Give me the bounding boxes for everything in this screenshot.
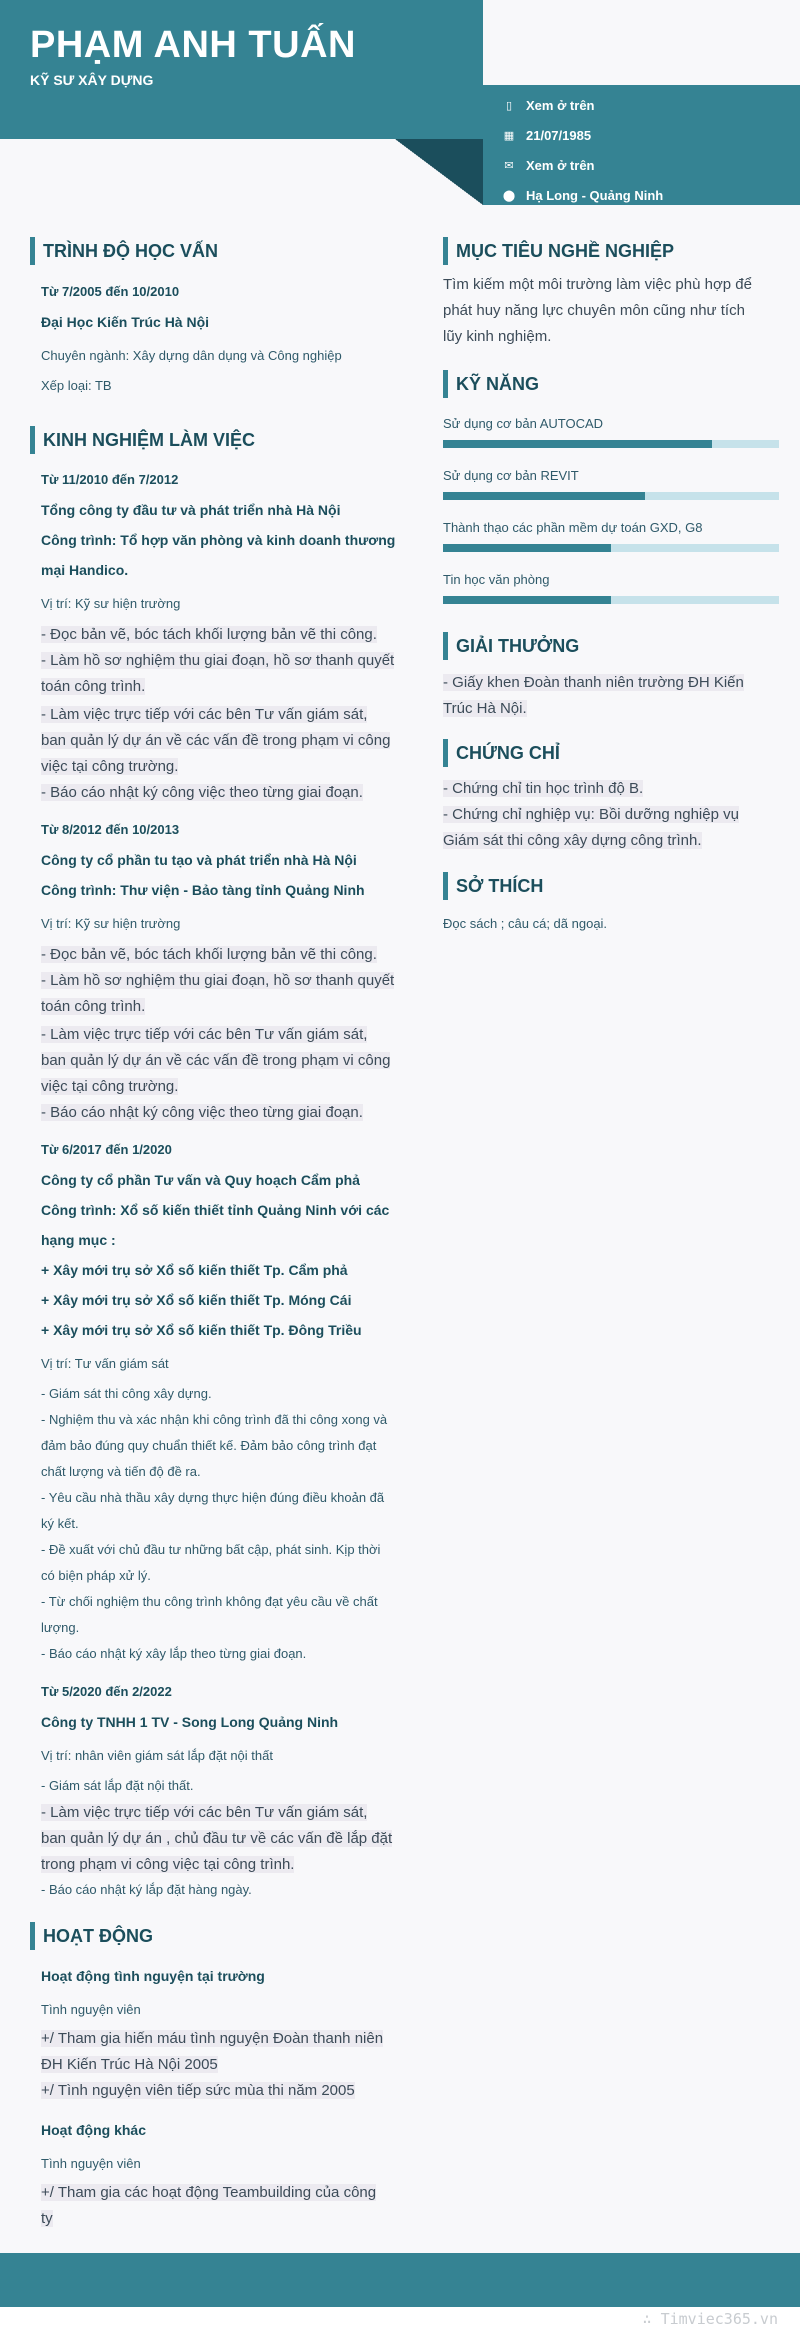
job-description-line: - Đọc bản vẽ, bóc tách khối lượng bản vẽ thi công. bbox=[41, 626, 377, 643]
skill-name: Tin học văn phòng bbox=[443, 572, 550, 587]
education-heading: TRÌNH ĐỘ HỌC VẤN bbox=[30, 237, 218, 265]
job-description-line: - Báo cáo nhật ký công việc theo từng giai đoạn. bbox=[41, 1104, 363, 1121]
job-position: Vị trí: Kỹ sư hiện trường bbox=[41, 916, 181, 931]
job-line: Công ty cổ phần Tư vấn và Quy hoạch Cẩm phả bbox=[41, 1172, 360, 1188]
awards-heading: GIẢI THƯỞNG bbox=[443, 632, 579, 660]
activity-title: Hoạt động tình nguyện tại trường bbox=[41, 1968, 265, 1984]
job-description-line: đảm bảo đúng quy chuẩn thiết kế. Đảm bảo công trình đạt bbox=[41, 1438, 377, 1453]
footer-bar bbox=[0, 2253, 800, 2307]
contact-text: 21/07/1985 bbox=[526, 128, 592, 143]
watermark-logo: ∴ Timviec365.vn bbox=[642, 2310, 778, 2328]
activity-role: Tình nguyện viên bbox=[41, 2002, 141, 2017]
job-description-line: - Báo cáo nhật ký công việc theo từng giai đoạn. bbox=[41, 784, 363, 801]
job-date: Từ 6/2017 đến 1/2020 bbox=[41, 1142, 172, 1157]
hobbies-heading: SỞ THÍCH bbox=[443, 872, 543, 900]
activity-description-line: ĐH Kiến Trúc Hà Nội 2005 bbox=[41, 2056, 218, 2073]
education-grade: Xếp loại: TB bbox=[41, 378, 112, 393]
job-description-line: ban quản lý dự án về các vấn đề trong phạm vi công bbox=[41, 732, 391, 749]
activity-title: Hoạt động khác bbox=[41, 2122, 147, 2138]
skill-bar-fill bbox=[443, 596, 611, 604]
certificates-heading: CHỨNG CHỈ bbox=[443, 739, 560, 767]
job-description-line: ban quản lý dự án , chủ đầu tư về các vấn đề lắp đặt bbox=[41, 1830, 393, 1847]
job-description-line: việc tại công trường. bbox=[41, 1078, 179, 1095]
skill-bar-fill bbox=[443, 544, 611, 552]
job-line: Tổng công ty đầu tư và phát triển nhà Hà Nội bbox=[41, 502, 341, 518]
job-line: + Xây mới trụ sở Xổ số kiến thiết Tp. Móng Cái bbox=[41, 1292, 352, 1308]
job-line: mại Handico. bbox=[41, 562, 129, 578]
phone-icon: ▯ bbox=[505, 100, 513, 112]
job-line: + Xây mới trụ sở Xổ số kiến thiết Tp. Đông Triều bbox=[41, 1322, 362, 1338]
education-date: Từ 7/2005 đến 10/2010 bbox=[41, 284, 180, 299]
job-description-line: - Giám sát lắp đặt nội thất. bbox=[41, 1778, 194, 1793]
activity-description-line: +/ Tình nguyện viên tiếp sức mùa thi năm 2005 bbox=[41, 2082, 355, 2099]
job-description-line: - Làm việc trực tiếp với các bên Tư vấn giám sát, bbox=[41, 1026, 368, 1043]
job-date: Từ 11/2010 đến 7/2012 bbox=[41, 472, 179, 487]
job-description-line: chất lượng và tiến độ đề ra. bbox=[41, 1464, 201, 1479]
skills-heading: KỸ NĂNG bbox=[443, 370, 539, 398]
experience-heading: KINH NGHIỆM LÀM VIỆC bbox=[30, 426, 255, 454]
job-description-line: - Làm hồ sơ nghiệm thu giai đoạn, hồ sơ thanh quyết bbox=[41, 972, 395, 989]
job-description-line: ký kết. bbox=[41, 1516, 79, 1531]
job-description-line: - Làm việc trực tiếp với các bên Tư vấn giám sát, bbox=[41, 706, 368, 723]
job-description-line: có biện pháp xử lý. bbox=[41, 1568, 151, 1583]
job-line: Công trình: Xổ số kiến thiết tỉnh Quảng Ninh với các bbox=[41, 1202, 390, 1218]
job-line: Công ty TNHH 1 TV - Song Long Quảng Ninh bbox=[41, 1714, 339, 1730]
activities-heading: HOẠT ĐỘNG bbox=[30, 1922, 153, 1950]
job-description-line: - Từ chối nghiệm thu công trình không đạt yêu cầu về chất bbox=[41, 1594, 378, 1609]
skill-bar bbox=[443, 492, 779, 500]
job-description-line: - Yêu cầu nhà thầu xây dựng thực hiện đúng điều khoản đã bbox=[41, 1490, 385, 1505]
job-description-line: - Đọc bản vẽ, bóc tách khối lượng bản vẽ thi công. bbox=[41, 946, 377, 963]
contact-text: Hạ Long - Quảng Ninh bbox=[526, 188, 664, 203]
activity-role: Tình nguyện viên bbox=[41, 2156, 141, 2171]
job-description-line: trong phạm vi công việc tại công trình. bbox=[41, 1856, 295, 1873]
objective-line: lũy kinh nghiệm. bbox=[443, 328, 552, 345]
job-line: Công ty cổ phần tu tạo và phát triển nhà Hà Nội bbox=[41, 852, 357, 868]
job-date: Từ 5/2020 đến 2/2022 bbox=[41, 1684, 172, 1699]
job-description-line: - Báo cáo nhật ký lắp đặt hàng ngày. bbox=[41, 1882, 252, 1897]
activity-description-line: +/ Tham gia hiến máu tình nguyện Đoàn thanh niên bbox=[41, 2030, 384, 2047]
award-line: - Giấy khen Đoàn thanh niên trường ĐH Kiến bbox=[443, 674, 744, 691]
objective-line: Tìm kiếm một môi trường làm việc phù hợp để bbox=[443, 276, 752, 293]
ribbon-fold bbox=[395, 139, 483, 205]
skill-bar-fill bbox=[443, 440, 712, 448]
skill-name: Sử dụng cơ bản AUTOCAD bbox=[443, 416, 604, 431]
certificate-line: - Chứng chỉ tin học trình độ B. bbox=[443, 780, 644, 797]
job-description-line: - Làm việc trực tiếp với các bên Tư vấn giám sát, bbox=[41, 1804, 368, 1821]
job-line: hạng mục : bbox=[41, 1232, 116, 1248]
job-position: Vị trí: Kỹ sư hiện trường bbox=[41, 596, 181, 611]
contact-item bbox=[502, 128, 591, 143]
contact-item bbox=[502, 98, 595, 113]
job-description-line: ban quản lý dự án về các vấn đề trong phạm vi công bbox=[41, 1052, 391, 1069]
job-line: Công trình: Thư viện - Bảo tàng tỉnh Quảng Ninh bbox=[41, 882, 365, 898]
activity-description-line: ty bbox=[41, 2210, 53, 2227]
contact-item bbox=[502, 158, 595, 173]
job-line: Công trình: Tổ hợp văn phòng và kinh doanh thương bbox=[41, 532, 396, 548]
job-description-line: toán công trình. bbox=[41, 678, 146, 695]
map-marker-icon: ⬤ bbox=[502, 190, 516, 202]
school-name: Đại Học Kiến Trúc Hà Nội bbox=[41, 314, 210, 330]
watermark-text: Timviec365.vn bbox=[660, 2310, 778, 2328]
education-major: Chuyên ngành: Xây dựng dân dụng và Công nghiệp bbox=[41, 348, 342, 363]
award-line: Trúc Hà Nội. bbox=[443, 700, 527, 717]
candidate-title: KỸ SƯ XÂY DỰNG bbox=[30, 72, 154, 88]
contact-item bbox=[502, 188, 663, 203]
skill-name: Thành thạo các phần mềm dự toán GXD, G8 bbox=[443, 520, 703, 535]
contact-text: Xem ở trên bbox=[526, 98, 595, 113]
candidate-name: PHẠM ANH TUẤN bbox=[30, 24, 356, 66]
activity-description-line: +/ Tham gia các hoạt động Teambuilding của công bbox=[41, 2184, 377, 2201]
skill-bar bbox=[443, 544, 779, 552]
contact-text: Xem ở trên bbox=[526, 158, 595, 173]
job-position: Vị trí: nhân viên giám sát lắp đặt nội thất bbox=[41, 1748, 273, 1763]
job-line: + Xây mới trụ sở Xổ số kiến thiết Tp. Cẩm phả bbox=[41, 1262, 348, 1278]
hobbies-text: Đọc sách ; câu cá; dã ngoại. bbox=[443, 916, 608, 931]
skill-bar-fill bbox=[443, 492, 645, 500]
skill-bar bbox=[443, 596, 779, 604]
job-description-line: việc tại công trường. bbox=[41, 758, 179, 775]
job-description-line: - Giám sát thi công xây dựng. bbox=[41, 1386, 212, 1401]
header-banner bbox=[0, 0, 483, 139]
skill-bar bbox=[443, 440, 779, 448]
job-description-line: - Làm hồ sơ nghiệm thu giai đoạn, hồ sơ thanh quyết bbox=[41, 652, 395, 669]
job-description-line: - Nghiệm thu và xác nhận khi công trình đã thi công xong và bbox=[41, 1412, 388, 1427]
job-description-line: - Báo cáo nhật ký xây lắp theo từng giai đoạn. bbox=[41, 1646, 307, 1661]
skill-name: Sử dụng cơ bản REVIT bbox=[443, 468, 579, 483]
job-description-line: toán công trình. bbox=[41, 998, 146, 1015]
envelope-icon: ✉ bbox=[504, 160, 514, 172]
objective-heading: MỤC TIÊU NGHỀ NGHIỆP bbox=[443, 237, 674, 265]
job-description-line: - Đề xuất với chủ đầu tư những bất cập, phát sinh. Kịp thời bbox=[41, 1542, 381, 1557]
job-date: Từ 8/2012 đến 10/2013 bbox=[41, 822, 180, 837]
job-position: Vị trí: Tư vấn giám sát bbox=[41, 1356, 169, 1371]
job-description-line: lượng. bbox=[41, 1620, 80, 1635]
certificate-line: - Chứng chỉ nghiệp vụ: Bồi dưỡng nghiệp vụ bbox=[443, 806, 739, 823]
objective-line: phát huy năng lực chuyên môn cũng như tích bbox=[443, 302, 745, 319]
birthday-cake-icon: ▦ bbox=[503, 130, 515, 142]
certificate-line: Giám sát thi công xây dựng công trình. bbox=[443, 832, 702, 849]
